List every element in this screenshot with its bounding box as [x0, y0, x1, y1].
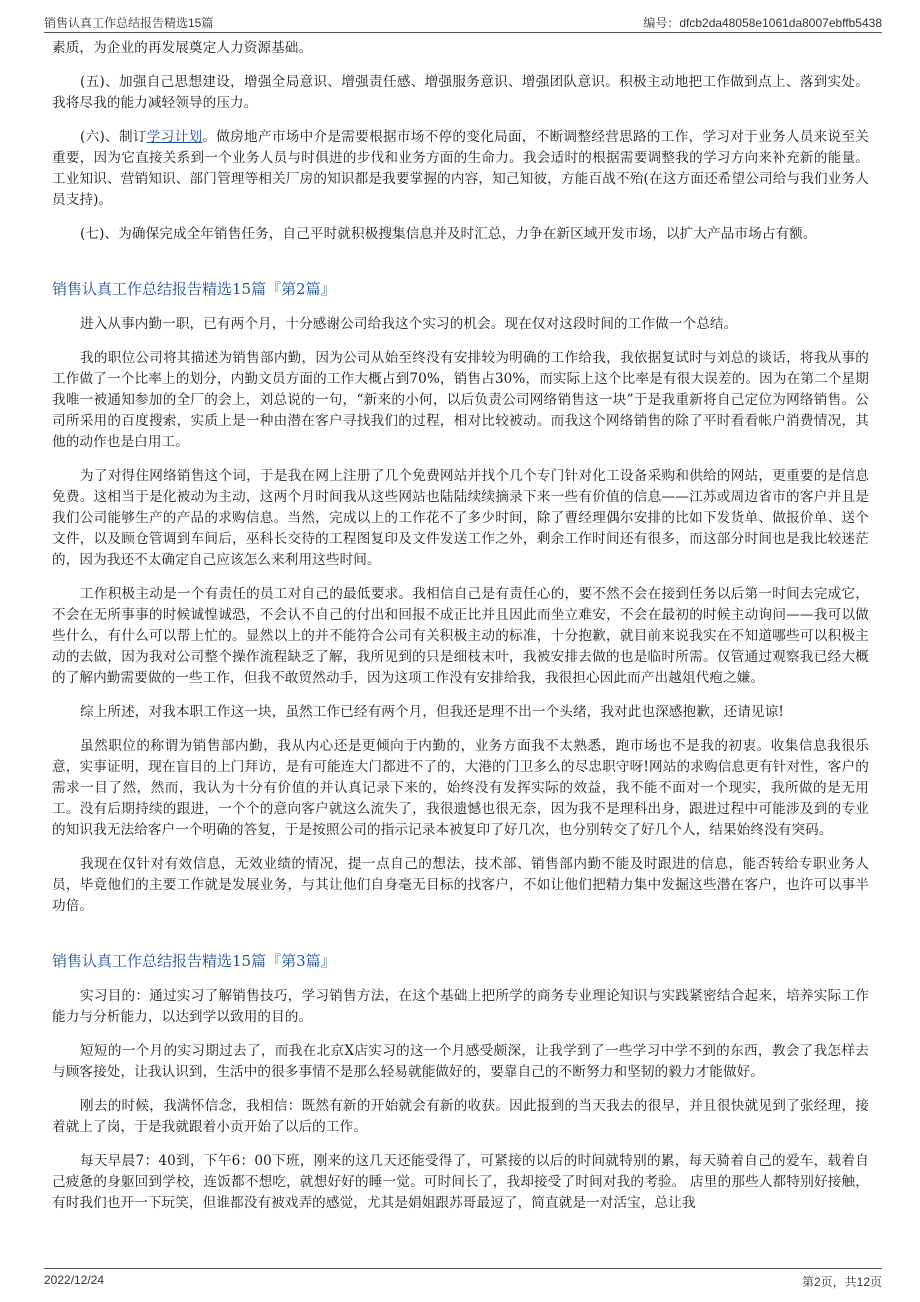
paragraph: (七)、为确保完成全年销售任务，自己平时就积极搜集信息并及时汇总，力争在新区域开发市场，以扩大产品市场占有额。	[80, 226, 817, 242]
paragraph: (五)、加强自己思想建设，增强全局意识、增强责任感、增强服务意识、增强团队意识。积极主动地把工作做到点上、落到实处。我将尽我的能力减轻领导的压力。	[52, 74, 869, 111]
paragraph: 工作积极主动是一个有责任的员工对自己的最低要求。我相信自己是有责任心的，要不然不会在接到任务以后第一时间去完成它，不会在无所事事的时候诚惶诚恐，不会认不自己的付出和回报不成正比并且因此而坐立难安，不会在最初的时候主动询问——我可以做些什么，有什么可以帮上忙的。显然以上的并不能符合公司有关积极主动的标准，十分抱歉，就目前来说我实在不知道哪些可以积极主动的去做，因为我对公司整个操作流程缺乏了解，我所见到的只是细枝末叶，我被安排去做的也是临时所需。仅管通过观察我已经大概的了解内勤需要做的一些工作，但我不敢贸然动手，因为这项工作没有安排给我，我很担心因此而产出越俎代疱之嫌。	[52, 586, 869, 686]
section-title: 销售认真工作总结报告精选15篇『第3篇』	[52, 952, 336, 970]
header-title: 销售认真工作总结报告精选15篇	[44, 16, 214, 30]
paragraph	[52, 127, 869, 211]
paragraph: 综上所述，对我本职工作这一块，虽然工作已经有两个月，但我还是理不出一个头绪，我对此也深感抱歉，还请见谅!	[80, 704, 784, 720]
document-body	[52, 38, 869, 1227]
paragraph: 为了对得住网络销售这个词，于是我在网上注册了几个免费网站并找个几个专门针对化工设备采购和供给的网站，更重要的是信息免费。这相当于是化被动为主动，这两个月时间我从这些网站也陆陆续续摘录下来一些有价值的信息——江苏或周边省市的客户并且是我们公司能够生产的产品的求购信息。当然，完成以上的工作花不了多少时间，除了曹经理偶尔安排的比如下发货单、做报价单、送个文件，以及顾仓管调到车间后，巫科长交待的工程图复印及文件发送工作之外，剩余工作时间还有很多，而这部分时间也是我比较迷茫的，因为我还不太确定自己应该怎么来利用这些时间。	[52, 468, 869, 568]
paragraph: 素质，为企业的再发展奠定人力资源基础。	[52, 40, 313, 56]
paragraph: 短短的一个月的实习期过去了，而我在北京X店实习的这一个月感受颇深，让我学到了一些学习中学不到的东西，教会了我怎样去与顾客接处，让我认识到，生活中的很多事情不是那么轻易就能做好的，要靠自己的不断努力和坚韧的毅力才能做好。	[52, 1043, 869, 1080]
paragraph: 虽然职位的称谓为销售部内勤，我从内心还是更倾向于内勤的，业务方面我不太熟悉，跑市场也不是我的初衷。收集信息我很乐意，实事证明，现在盲目的上门拜访，是有可能连大门都进不了的，大港的门卫多么的尽忠职守呀!网站的求购信息更有针对性，客户的需求一目了然，然而，我认为十分有价值的并认真记录下来的，始终没有发挥实际的效益，我不能不面对一个现实，我所做的是无用工。没有后期持续的跟进，一个个的意向客户就这么流失了，我很遗憾也很无奈，因为我不是理科出身，跟进过程中可能涉及到的专业的知识我无法给客户一个明确的答复，于是按照公司的指示记录本被复印了好几次，也分别转交了好几个人，结果始终没有突码。	[52, 738, 869, 838]
page-header	[44, 10, 882, 33]
paragraph: 实习目的：通过实习了解销售技巧，学习销售方法，在这个基础上把所学的商务专业理论知识与实践紧密结合起来，培养实际工作能力与分析能力，以达到学以致用的目的。	[52, 988, 869, 1025]
footer-date: 2022/12/24	[44, 1273, 105, 1287]
paragraph: 每天早晨7：40到，下午6：00下班，刚来的这几天还能受得了，可紧接的以后的时间就特别的累，每天骑着自己的爱车，载着自己疲惫的身躯回到学校，连饭都不想吃，就想好好的睡一觉。可时间长了，我却接受了时间对我的考验。 店里的那些人都特别好接触，有时我们也开一下玩笑，但谁都没有被戏弄的感觉，尤其是娟姐跟苏哥最逗了，简直就是一对活宝，总让我	[52, 1153, 869, 1211]
paragraph: 进入从事内勤一职，已有两个月，十分感谢公司给我这个实习的机会。现在仅对这段时间的工作做一个总结。	[80, 316, 738, 332]
section-title: 销售认真工作总结报告精选15篇『第2篇』	[52, 280, 336, 298]
page-number: 第2页，共12页	[801, 1275, 882, 1289]
study-plan-link[interactable]: 学习计划	[146, 129, 203, 145]
paragraph: 我的职位公司将其描述为销售部内勤，因为公司从始至终没有安排较为明确的工作给我，我依据复试时与刘总的谈话，将我从事的工作做了一个比率上的划分，内勤文员方面的工作大概占到70%，销售占30%，而实际上这个比率是有很大误差的。因为在第二个星期我唯一被通知参加的全厂的会上，刘总说的一句，“新来的小何，以后负责公司网络销售这一块”于是我重新将自己定位为网络销售。公司所采用的百度搜索，实质上是一种由潜在客户寻找我们的过程，相对比较被动。而我这个网络销售的除了平时看看帐户消费情况，其他的动作也是白用工。	[52, 350, 869, 450]
paragraph: 刚去的时候，我满怀信念，我相信：既然有新的开始就会有新的收获。因此报到的当天我去的很早，并且很快就见到了张经理，接着就上了岗，于是我就跟着小贡开始了以后的工作。	[52, 1098, 869, 1135]
paragraph: 我现在仅针对有效信息，无效业绩的情况，提一点自己的想法，技术部、销售部内勤不能及时跟进的信息，能否转给专职业务人员，毕竟他们的主要工作就是发展业务，与其让他们自身毫无目标的找客户，不如让他们把精力集中发掘这些潜在客户，也许可以事半功倍。	[52, 856, 869, 914]
paragraph-text: 。做房地产市场中介是需要根据市场不停的变化局面，不断调整经营思路的工作，学习对于业务人员来说至关重要，因为它直接关系到一个业务人员与时俱进的步伐和业务方面的生命力。我会适时的根据需要调整我的学习方向来补充新的能量。工业知识、营销知识、部门管理等相关厂房的知识都是我要掌握的内容，知己知彼，方能百战不殆(在这方面还希望公司给与我们业务人员支持)。	[52, 129, 869, 208]
document-code: 编号：dfcb2da48058e1061da8007ebffb5438	[643, 16, 882, 30]
paragraph-text: (六)、制订	[80, 129, 147, 145]
page-footer	[44, 1268, 882, 1291]
